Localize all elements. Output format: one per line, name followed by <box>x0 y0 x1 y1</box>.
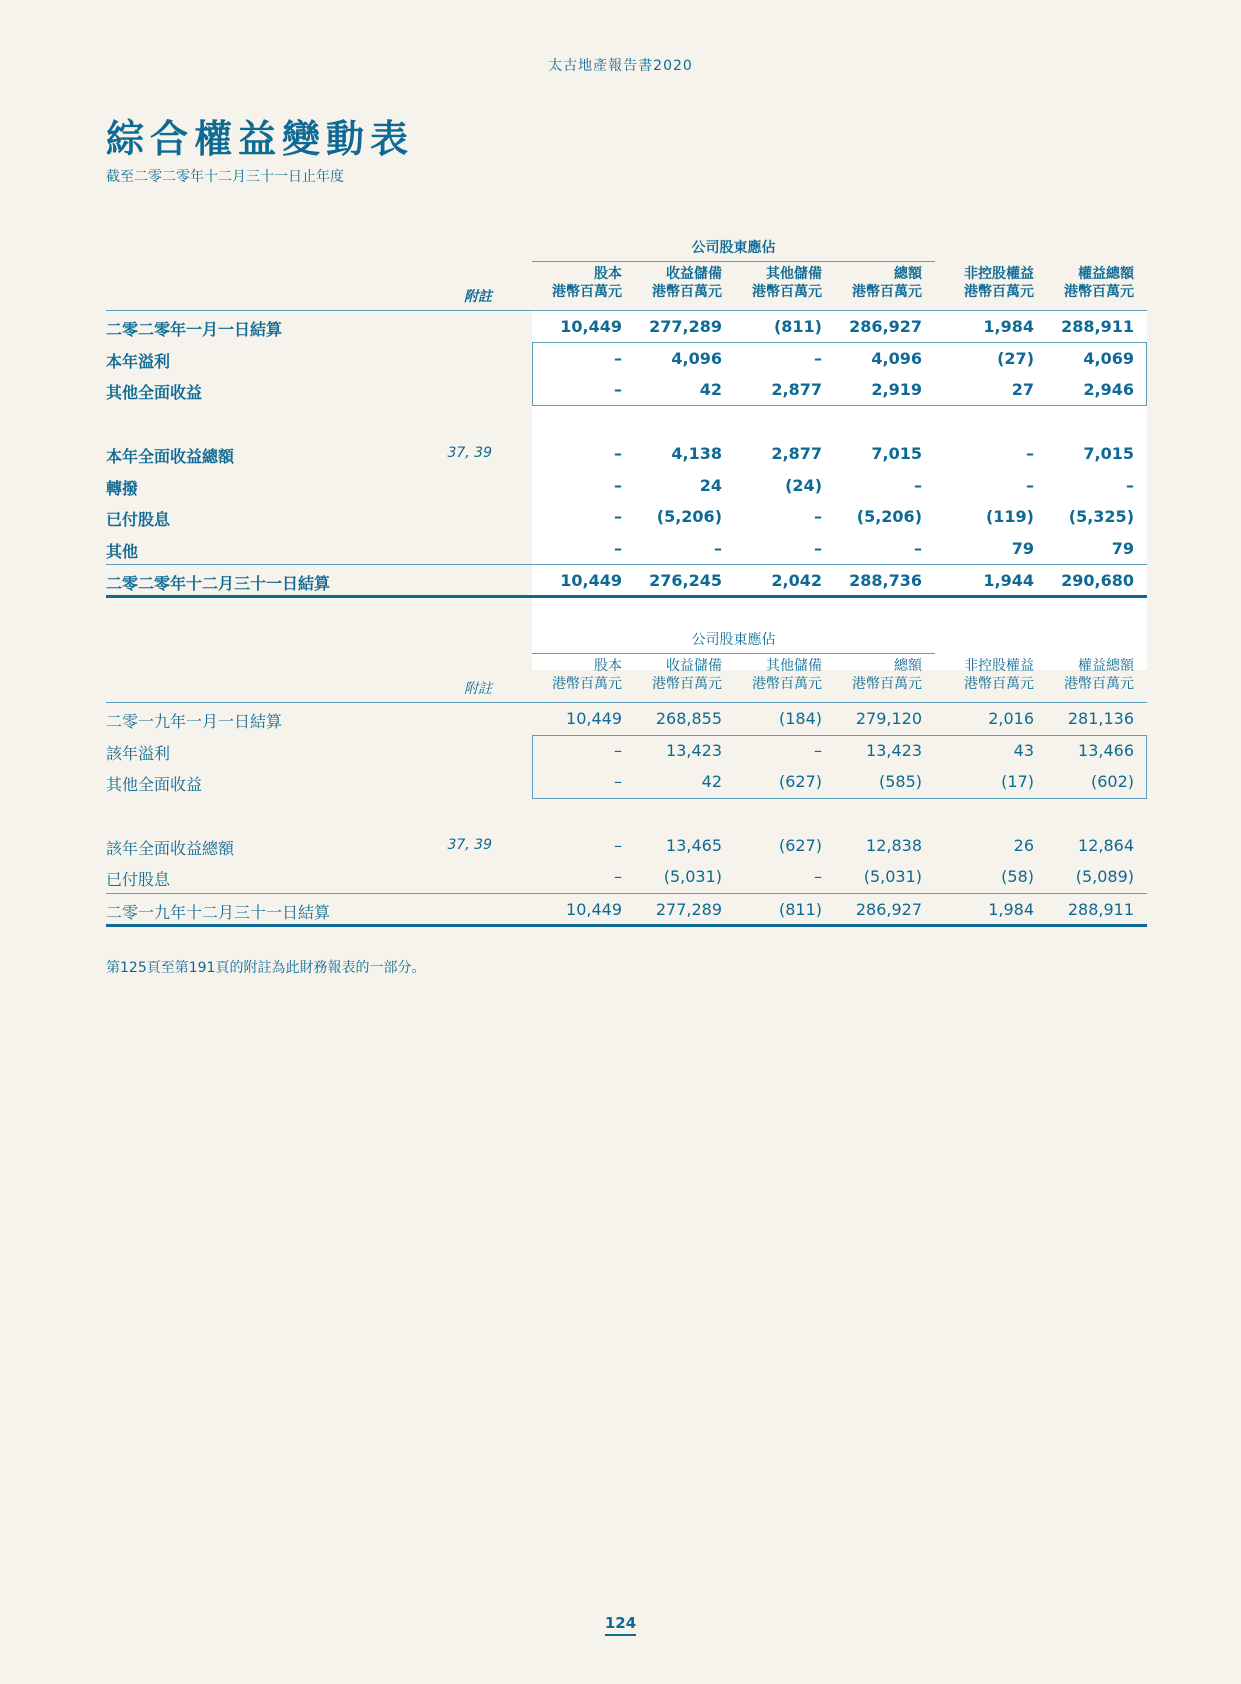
cell: 279,120 <box>855 709 922 728</box>
note-header: 附註 <box>464 681 492 697</box>
report-header: 太古地產報告書2020 <box>548 58 693 74</box>
column-header: 非控股權益 港幣百萬元 <box>964 266 1034 300</box>
cell: – <box>814 741 822 760</box>
cell: (119) <box>985 507 1034 526</box>
cell: – <box>714 539 722 558</box>
cell: 13,465 <box>666 836 722 855</box>
column-header: 權益總額 港幣百萬元 <box>1064 266 1134 300</box>
row-label: 轉撥 <box>106 479 139 498</box>
table-row <box>106 735 1147 767</box>
cell: 13,423 <box>666 741 722 760</box>
cell: – <box>614 741 622 760</box>
cell: 268,855 <box>655 709 722 728</box>
cell: 4,069 <box>1083 349 1134 368</box>
cell: 4,096 <box>871 349 922 368</box>
cell: – <box>614 476 622 495</box>
row-label: 已付股息 <box>106 870 171 889</box>
cell: 1,984 <box>988 900 1034 919</box>
cell: 290,680 <box>1061 571 1134 590</box>
footnote: 第125頁至第191頁的附註為此財務報表的一部分。 <box>106 960 426 976</box>
cell: (5,206) <box>656 507 722 526</box>
cell: 2,042 <box>771 571 822 590</box>
cell: 10,449 <box>566 709 622 728</box>
row-label: 二零一九年十二月三十一日結算 <box>106 903 331 922</box>
column-header: 其他儲備 港幣百萬元 <box>752 266 822 300</box>
cell: – <box>1026 444 1034 463</box>
cell: 13,423 <box>866 741 922 760</box>
cell: (5,031) <box>863 867 922 886</box>
cell: – <box>914 539 922 558</box>
cell: (24) <box>785 476 822 495</box>
row-label: 已付股息 <box>106 510 171 529</box>
cell: (27) <box>997 349 1034 368</box>
cell: 12,838 <box>866 836 922 855</box>
cell: 4,096 <box>671 349 722 368</box>
cell: 288,736 <box>849 571 922 590</box>
row-label: 二零二零年十二月三十一日結算 <box>106 574 331 593</box>
row-label: 本年溢利 <box>106 352 171 371</box>
cell: – <box>614 349 622 368</box>
column-header: 總額 港幣百萬元 <box>852 658 922 692</box>
cell: – <box>614 444 622 463</box>
cell: (5,031) <box>663 867 722 886</box>
cell: – <box>914 476 922 495</box>
total-row <box>106 564 1147 598</box>
column-header: 股本 港幣百萬元 <box>552 658 622 692</box>
cell: – <box>814 539 822 558</box>
cell: – <box>614 507 622 526</box>
cell: 276,245 <box>649 571 722 590</box>
cell: 43 <box>1013 741 1034 760</box>
column-header: 非控股權益 港幣百萬元 <box>964 658 1034 692</box>
page-number: 124 <box>0 1614 1241 1632</box>
cell: 10,449 <box>560 317 622 336</box>
table-row <box>106 533 1147 565</box>
cell: – <box>614 867 622 886</box>
table-row <box>106 438 1147 470</box>
cell: – <box>614 380 622 399</box>
column-header: 其他儲備 港幣百萬元 <box>752 658 822 692</box>
cell: (602) <box>1090 772 1134 791</box>
cell: – <box>814 349 822 368</box>
cell: 286,927 <box>855 900 922 919</box>
row-label: 該年全面收益總額 <box>106 839 235 858</box>
cell: 2,877 <box>771 380 822 399</box>
cell: (627) <box>778 772 822 791</box>
row-label: 其他全面收益 <box>106 775 203 794</box>
table-row <box>106 343 1147 375</box>
cell: 42 <box>699 380 722 399</box>
cell: (811) <box>778 900 822 919</box>
cell: 12,864 <box>1078 836 1134 855</box>
table-row <box>106 830 1147 862</box>
note-header: 附註 <box>464 289 492 305</box>
table-row <box>106 470 1147 502</box>
column-header: 股本 港幣百萬元 <box>552 266 622 300</box>
row-label: 其他全面收益 <box>106 383 203 402</box>
cell: – <box>614 539 622 558</box>
group-header: 公司股東應佔 <box>532 627 935 654</box>
cell: 2,946 <box>1083 380 1134 399</box>
cell: 288,911 <box>1061 317 1134 336</box>
cell: 7,015 <box>871 444 922 463</box>
row-label: 二零一九年一月一日結算 <box>106 712 283 731</box>
cell: 27 <box>1011 380 1034 399</box>
cell: 10,449 <box>560 571 622 590</box>
cell: 13,466 <box>1078 741 1134 760</box>
table-row <box>106 861 1147 893</box>
group-header: 公司股東應佔 <box>532 235 935 262</box>
cell: (184) <box>778 709 822 728</box>
row-label: 該年溢利 <box>106 744 171 763</box>
column-header: 總額 港幣百萬元 <box>852 266 922 300</box>
table-row <box>106 311 1147 343</box>
cell: 1,944 <box>983 571 1034 590</box>
cell: 10,449 <box>566 900 622 919</box>
cell: (811) <box>773 317 822 336</box>
row-label: 本年全面收益總額 <box>106 447 235 466</box>
cell: – <box>1026 476 1034 495</box>
total-row <box>106 893 1147 927</box>
cell: 288,911 <box>1067 900 1134 919</box>
cell: – <box>814 867 822 886</box>
cell: 2,877 <box>771 444 822 463</box>
cell: – <box>614 772 622 791</box>
cell: 281,136 <box>1067 709 1134 728</box>
cell: 277,289 <box>655 900 722 919</box>
table-row <box>106 766 1147 798</box>
row-note: 37, 39 <box>447 445 492 461</box>
cell: – <box>1126 476 1134 495</box>
cell: 4,138 <box>671 444 722 463</box>
cell: 24 <box>699 476 722 495</box>
cell: – <box>614 836 622 855</box>
cell: (17) <box>1001 772 1034 791</box>
cell: 79 <box>1011 539 1034 558</box>
cell: (585) <box>878 772 922 791</box>
cell: (5,089) <box>1075 867 1134 886</box>
cell: 42 <box>701 772 722 791</box>
cell: (5,206) <box>856 507 922 526</box>
cell: (5,325) <box>1068 507 1134 526</box>
table-row <box>106 703 1147 735</box>
cell: 277,289 <box>649 317 722 336</box>
cell: – <box>814 507 822 526</box>
row-label: 二零二零年一月一日結算 <box>106 320 283 339</box>
cell: 26 <box>1013 836 1034 855</box>
column-header: 收益儲備 港幣百萬元 <box>652 658 722 692</box>
table-row <box>106 501 1147 533</box>
cell: (627) <box>778 836 822 855</box>
cell: 2,919 <box>871 380 922 399</box>
column-header: 權益總額 港幣百萬元 <box>1064 658 1134 692</box>
cell: (58) <box>1001 867 1034 886</box>
column-header: 收益儲備 港幣百萬元 <box>652 266 722 300</box>
cell: 79 <box>1111 539 1134 558</box>
cell: 286,927 <box>849 317 922 336</box>
page-title: 綜合權益變動表 <box>106 117 415 161</box>
page-subtitle: 截至二零二零年十二月三十一日止年度 <box>106 169 344 185</box>
table-row <box>106 374 1147 406</box>
cell: 2,016 <box>988 709 1034 728</box>
row-label: 其他 <box>106 542 139 561</box>
cell: 1,984 <box>983 317 1034 336</box>
cell: 7,015 <box>1083 444 1134 463</box>
row-note: 37, 39 <box>447 837 492 853</box>
